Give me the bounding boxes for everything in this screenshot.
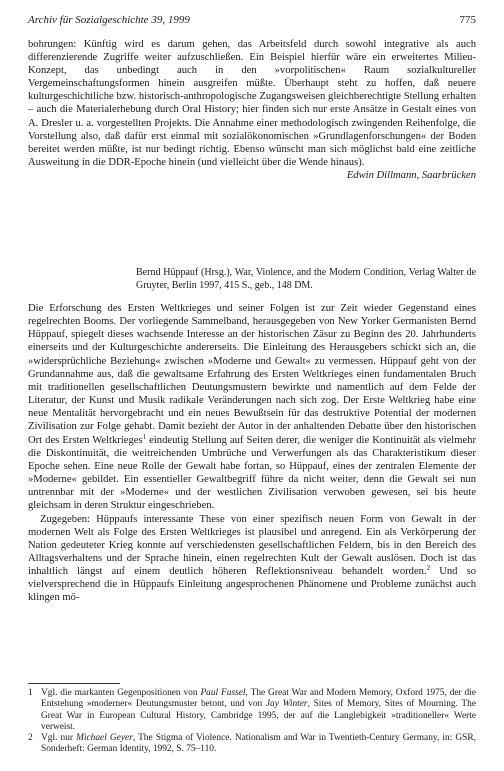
review-body (28, 302, 476, 605)
paragraph-text: Zugegeben: Hüppaufs interessante These von einer spezifisch neuen Form von Gewalt in der modernen Welt als Folge des Ersten Weltkrieges ist plausibel und anregend. Ein als Verkörperung der Nation gedeuteter Krieg konnte auf verschiedensten gesellschaftlichen Feldern, bis in den Bereich des Alltagsverhaltens und der Sprache hinein, einen regelrechten Kult der Gewalt auslösen. Doch ist das inhaltlich längst auf einem deutlich höheren Reflektionsniveau behandelt worden. (28, 513, 476, 578)
footnote-text: , The Stigma of Violence. Nationalism and War in Twentieth-Century Germany, in: GSR, Sonderheft: German Identity, 1992, S. 75–110. (41, 733, 476, 755)
footnote-text: , The Great War and Modern Memory, Oxford 1975, der die Entstehung »moderner« Deutungsmuster betont, und von (41, 688, 476, 710)
footnote-1 (28, 688, 476, 733)
paragraph-text: Und so vielversprechend die in Hüppaufs Einleitung angesprochenen Phänomene und Probleme zunächst auch klingen mö- (28, 566, 476, 604)
footnote-text: Vgl. nur (41, 733, 77, 744)
footnote-ref-1: 1 (142, 432, 147, 441)
review-bibliography: Bernd Hüppauf (Hrsg.), War, Violence, and the Modern Condition, Verlag Walter de Gruyter, Berlin 1997, 415 S., geb., 148 DM. (136, 267, 476, 291)
journal-title: Archiv für Sozialgeschichte 39, 1999 (28, 14, 190, 26)
cited-author: Paul Fussel (200, 688, 246, 698)
paragraph-text: eindeutig Stellung auf Seiten derer, die weniger die Kontinuität als vielmehr die Diskontinuität, die weitreichenden Umbrüche und Verwerfungen als das Charakteristikum dieser Epoche sehen. Eine neue Rolle der Gewalt habe fortan, so Hüppauf, eines der zentralen Elemente der »Moderne« gebildet. Ein essentieller Gewaltbegriff führe da nicht weiter, denn die Gewalt sei nun untrennbar mit der »Moderne« und der westlichen Zivilisation verwoben gewesen, sei bis heute gleichsam in deren Struktur eingeschrieben. (28, 434, 476, 512)
footnote-ref-2: 2 (426, 564, 431, 573)
footnotes (28, 688, 476, 756)
footnote-separator (28, 683, 120, 684)
cited-author: Michael Geyer (76, 733, 133, 744)
previous-review-paragraph: bohrungen: Künftig wird es darum gehen, das Arbeitsfeld durch sowohl integrative als auch differenzierende Zugriffe weiter aufzuschließen. Ein Beispiel hierfür wäre ein erweitertes Milieu-Konzept, das unbedingt auch in den »vorpolitischen« Raum sozialkultureller Vergemeinschaftungsformen hinein ausgreifen müßte. Überhaupt steht zu hoffen, daß neuere kulturgeschichtliche bzw. historisch-anthropologische Zugangsweisen gleichberechtigte Stellung erhalten – auch die Materialerhebung durch Oral History; hier finden sich nur erste Ansätze in Gestalt eines von A. Dresler u. a. vorgestellten Projekts. Die Annahme einer methodologisch zwingenden Reihenfolge, die Vorstellung also, daß dafür erst einmal mit sozialökonomischen »Grundlagenforschungen« der Boden bereitet werden müßte, ist nur bedingt richtig. Ebenso wünscht man sich möglichst bald eine zeitliche Ausweitung in die DDR-Epoche hinein (und vielleicht über die Wende hinaus). (28, 39, 476, 168)
cited-author: Jay Winter (265, 699, 308, 710)
review-paragraph-1 (28, 302, 476, 513)
footnote-number: 2 (28, 733, 33, 744)
footnote-text: Vgl. die markanten Gegenpositionen von (41, 688, 201, 698)
footnote-text: , Sites of Memory, Sites of Mourning. The Great War in European Cultural History, Cambridge 1995, der auf die Langlebigkeit »traditioneller« Werte verweist. (41, 699, 476, 732)
running-head (28, 14, 476, 32)
previous-review-ending (28, 38, 476, 182)
page-number: 775 (459, 14, 476, 26)
reviewer-signature: Edwin Dillmann, Saarbrücken (346, 169, 476, 181)
review-paragraph-2 (28, 513, 476, 605)
footnote-2 (28, 733, 476, 756)
paragraph-text: Die Erforschung des Ersten Weltkrieges und seiner Folgen ist zur Zeit wieder Gegenstand eines regelrechten Booms. Der vorliegende Sammelband, herausgegeben von New Yorker Germanisten Bernd Hüppauf, spiegelt dieses wachsende Interesse an der historischen Zäsur zu Beginn des 20. Jahrhunderts einerseits und der Kulturgeschichte andererseits. Die Einleitung des Herausgebers schickt sich an, die »widersprüchliche Beziehung« zwischen »Moderne und Gewalt« zu vermessen. Hüppauf geht von der Grundannahme aus, daß die gewaltsame Erfahrung des Ersten Weltkrieges einen fundamentalen Bruch mit traditionellen gesellschaftlichen Deutungsmustern bewirkte und namentlich auf dem Felde der Literatur, der Kunst und Musik radikale Veränderungen nach sich zog. Der Erste Weltkrieg habe eine neue Mentalität hervorgebracht und ein neues Bewußtsein für das destruktive Potential der modernen Zivilisation zur Folge gehabt. Damit bezieht der Autor in der anhaltenden Debatte über den historischen Ort des Ersten Weltkrieges (28, 303, 476, 446)
footnote-number: 1 (28, 688, 33, 698)
